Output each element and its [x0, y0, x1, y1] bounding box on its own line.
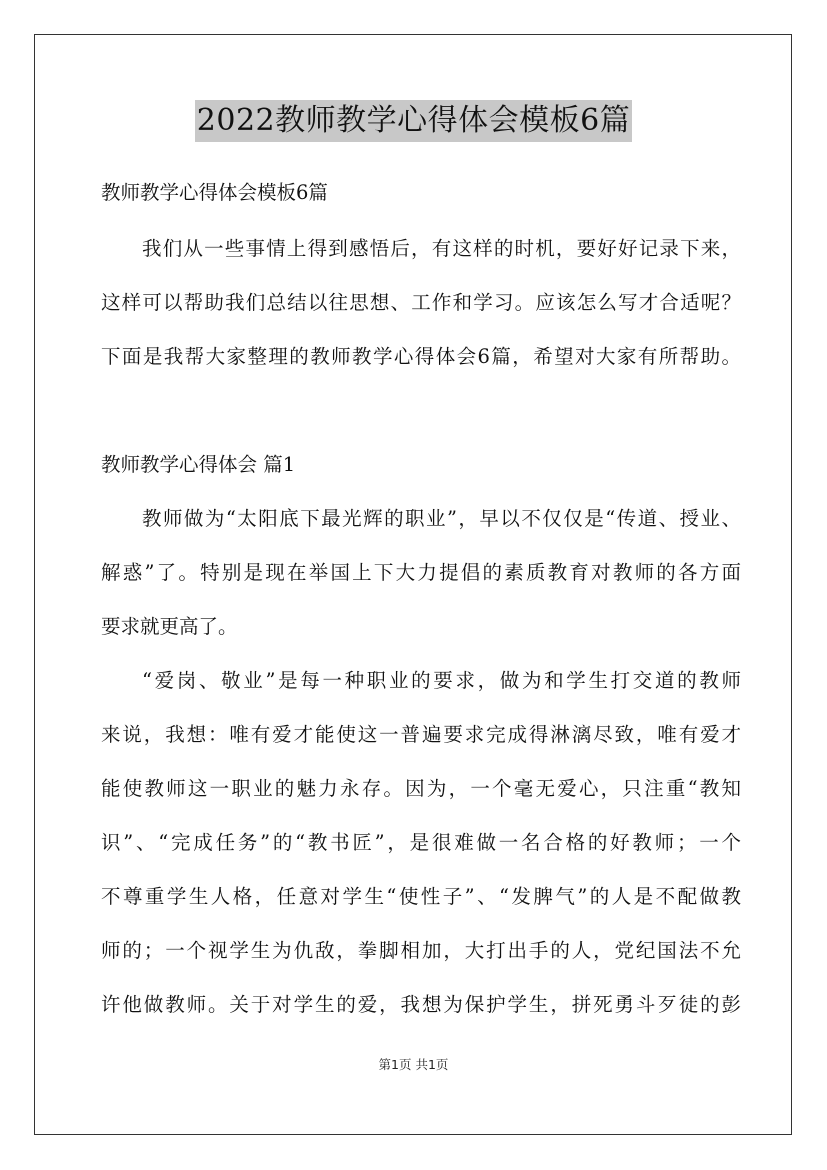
paragraph-1-line-2: 解惑”了。特别是现在举国上下大力提倡的素质教育对教师的各方面 — [101, 561, 741, 584]
document-title: 2022教师教学心得体会模板6篇 — [195, 100, 632, 142]
paragraph-2-line-4: 识”、“完成任务”的“教书匠”，是很难做一名合格的好教师；一个 — [101, 831, 741, 854]
intro-line-3: 下面是我帮大家整理的教师教学心得体会6篇，希望对大家有所帮助。 — [101, 345, 741, 368]
title-container — [0, 100, 827, 142]
paragraph-1-line-3: 要求就更高了。 — [101, 615, 238, 638]
intro-line-1: 我们从一些事情上得到感悟后，有这样的时机，要好好记录下来， — [142, 237, 741, 260]
paragraph-2-line-5: 不尊重学生人格，任意对学生“使性子”、“发脾气”的人是不配做教 — [101, 885, 741, 908]
subtitle-line: 教师教学心得体会模板6篇 — [101, 181, 328, 204]
intro-line-2: 这样可以帮助我们总结以往思想、工作和学习。应该怎么写才合适呢？ — [101, 291, 741, 314]
paragraph-1-line-1: 教师做为“太阳底下最光辉的职业”，早以不仅仅是“传道、授业、 — [142, 507, 741, 530]
paragraph-2-line-3: 能使教师这一职业的魅力永存。因为，一个毫无爱心，只注重“教知 — [101, 777, 741, 800]
page-footer: 第1页 共1页 — [378, 1057, 449, 1072]
paragraph-2-line-7: 许他做教师。关于对学生的爱，我想为保护学生，拼死勇斗歹徒的彭 — [101, 993, 741, 1016]
paragraph-2-line-6: 师的；一个视学生为仇敌，拳脚相加，大打出手的人，党纪国法不允 — [101, 939, 741, 962]
paragraph-2-line-1: “爱岗、敬业”是每一种职业的要求，做为和学生打交道的教师 — [142, 669, 741, 692]
section-heading-1: 教师教学心得体会 篇1 — [101, 453, 296, 476]
paragraph-2-line-2: 来说，我想：唯有爱才能使这一普遍要求完成得淋漓尽致，唯有爱才 — [101, 723, 741, 746]
